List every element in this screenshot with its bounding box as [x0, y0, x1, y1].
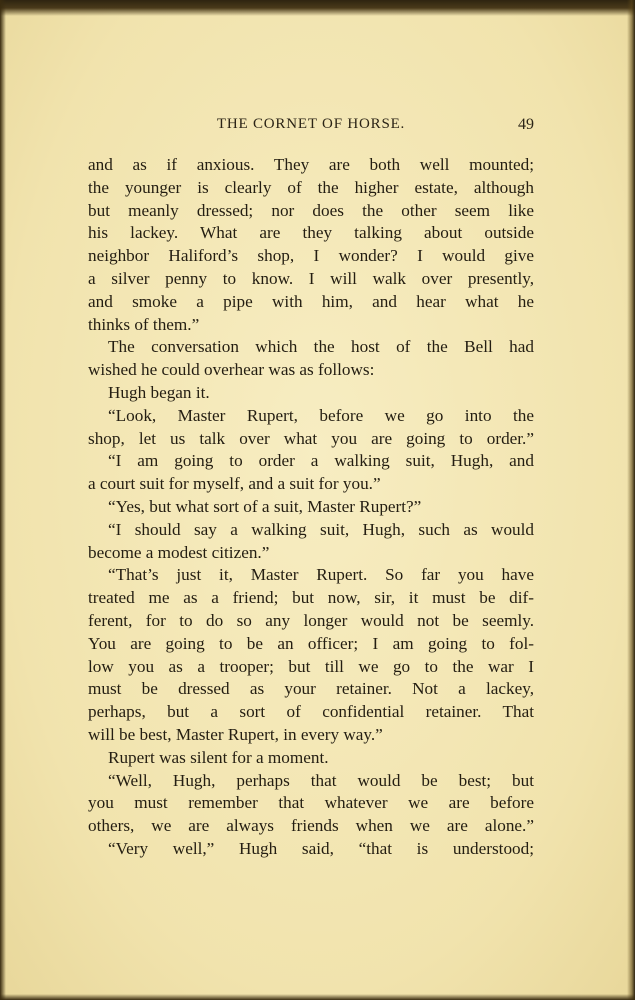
- text-line: must be dressed as your retainer. Not a lackey,: [88, 679, 534, 699]
- text-line: thinks of them.”: [88, 314, 200, 334]
- text-line: will be best, Master Rupert, in every way.”: [88, 724, 383, 744]
- page-header: [88, 116, 534, 136]
- page-left-shadow: [0, 0, 6, 1000]
- page-number: 49: [518, 116, 534, 133]
- text-line: You are going to be an officer; I am going to fol-: [88, 633, 534, 653]
- page-bottom-shadow: [0, 994, 635, 1000]
- text-line: become a modest citizen.”: [88, 542, 270, 562]
- text-line: “I should say a walking suit, Hugh, such as would: [108, 519, 534, 539]
- text-line: “Well, Hugh, perhaps that would be best; but: [108, 770, 534, 790]
- text-line: “Look, Master Rupert, before we go into the: [108, 405, 534, 425]
- text-line: Rupert was silent for a moment.: [108, 747, 329, 767]
- text-line: a court suit for myself, and a suit for you.”: [88, 474, 381, 494]
- text-line: and as if anxious. They are both well mounted;: [88, 155, 534, 174]
- text-line: “That’s just it, Master Rupert. So far you have: [108, 565, 534, 585]
- text-line: a silver penny to know. I will walk over presently,: [88, 268, 534, 288]
- text-line: his lackey. What are they talking about outside: [88, 223, 534, 243]
- text-line: The conversation which the host of the Bell had: [108, 337, 534, 357]
- text-line: others, we are always friends when we are alone.”: [88, 816, 534, 836]
- page-right-shadow: [627, 0, 635, 1000]
- text-line: you must remember that whatever we are before: [88, 793, 534, 813]
- text-line: low you as a trooper; but till we go to the war I: [88, 656, 534, 676]
- text-line: “Very well,” Hugh said, “that is understood;: [108, 838, 534, 858]
- text-line: “I am going to order a walking suit, Hugh, and: [108, 451, 534, 471]
- body-text: [88, 154, 534, 861]
- text-line: perhaps, but a sort of confidential retainer. That: [88, 702, 534, 722]
- text-line: and smoke a pipe with him, and hear what he: [88, 291, 534, 311]
- text-line: ferent, for to do so any longer would not be seemly.: [88, 610, 534, 630]
- text-line: wished he could overhear was as follows:: [88, 360, 375, 380]
- text-line: treated me as a friend; but now, sir, it must be dif-: [88, 588, 534, 608]
- text-line: but meanly dressed; nor does the other seem like: [88, 200, 534, 220]
- text-line: the younger is clearly of the higher estate, although: [88, 177, 534, 197]
- text-line: “Yes, but what sort of a suit, Master Rupert?”: [108, 496, 422, 516]
- text-line: Hugh began it.: [108, 382, 210, 402]
- text-line: shop, let us talk over what you are going to order.”: [88, 428, 534, 448]
- running-head: THE CORNET OF HORSE.: [216, 116, 406, 132]
- page-top-shadow: [0, 0, 635, 16]
- text-line: neighbor Haliford’s shop, I wonder? I would give: [88, 246, 534, 266]
